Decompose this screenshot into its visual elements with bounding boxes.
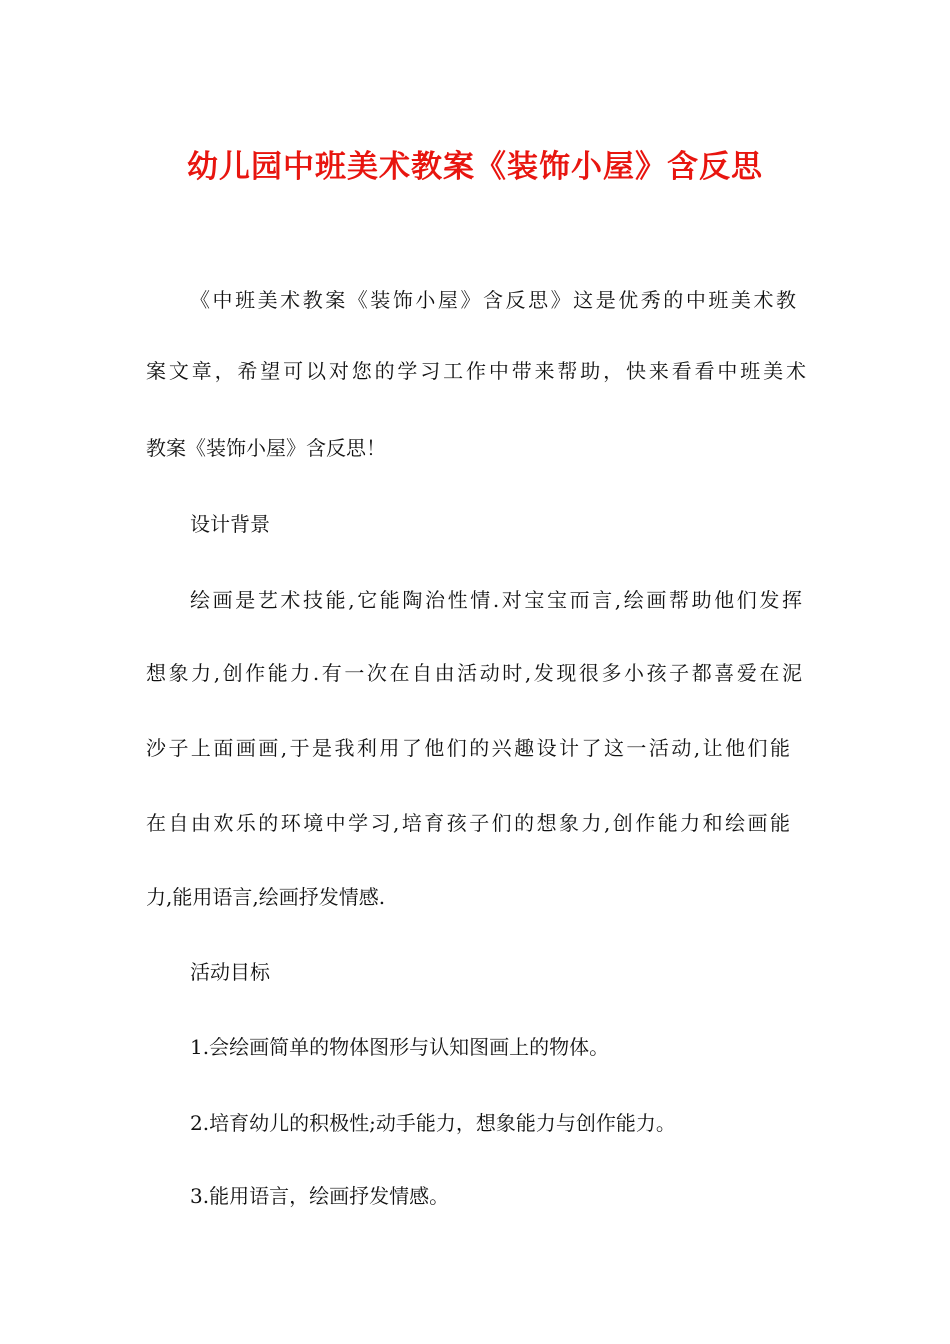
background-line-5: 力,能用语言,绘画抒发情感. xyxy=(146,885,386,909)
background-line-4: 在自由欢乐的环境中学习,培育孩子们的想象力,创作能力和绘画能 xyxy=(146,811,790,835)
intro-line-3: 教案《装饰小屋》含反思！ xyxy=(146,436,386,460)
goal-item-2: 2.培育幼儿的积极性;动手能力，想象能力与创作能力。 xyxy=(190,1111,676,1135)
document-title: 幼儿园中班美术教案《装饰小屋》含反思 xyxy=(187,149,763,185)
goal-item-3: 3.能用语言，绘画抒发情感。 xyxy=(190,1184,450,1208)
background-line-3: 沙子上面画画,于是我利用了他们的兴趣设计了这一活动,让他们能 xyxy=(146,736,790,760)
background-line-1: 绘画是艺术技能,它能陶治性情.对宝宝而言,绘画帮助他们发挥 xyxy=(190,588,802,612)
section-heading-background: 设计背景 xyxy=(190,512,270,536)
section-heading-goals: 活动目标 xyxy=(190,960,270,984)
intro-line-2: 案文章，希望可以对您的学习工作中带来帮助，快来看看中班美术 xyxy=(146,359,806,383)
intro-line-1: 《中班美术教案《装饰小屋》含反思》这是优秀的中班美术教 xyxy=(190,288,796,312)
goal-item-1: 1.会绘画简单的物体图形与认知图画上的物体。 xyxy=(190,1035,610,1059)
background-line-2: 想象力,创作能力.有一次在自由活动时,发现很多小孩子都喜爱在泥 xyxy=(146,661,802,685)
